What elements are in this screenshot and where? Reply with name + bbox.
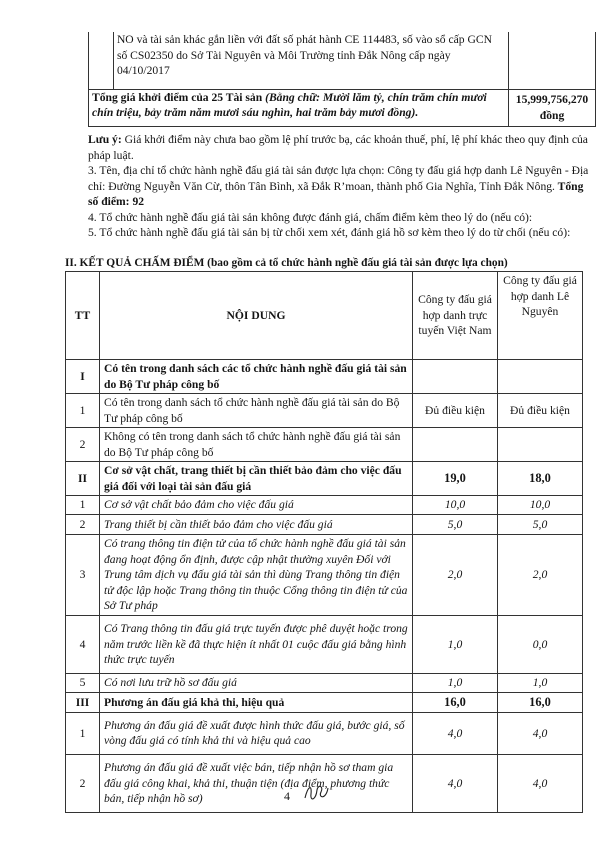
section-title: II. KẾT QUẢ CHẤM ĐIỂM (bao gồm cả tổ chức hành nghề đấu giá tài sản được lựa chọn) — [65, 257, 508, 269]
note-item-4: 4. Tổ chức hành nghề đấu giá tài sản không được đánh giá, chấm điểm kèm theo lý do (nếu có): — [88, 210, 533, 224]
header-tt: TT — [66, 272, 100, 360]
total-label: Tổng giá khởi điểm của 25 Tài sản — [92, 90, 263, 104]
table-row: 2 Trang thiết bị cần thiết bảo đảm cho việc đấu giá 5,0 5,0 — [66, 515, 583, 535]
note-item-5: 5. Tổ chức hành nghề đấu giá tài sản bị từ chối xem xét, đánh giá hồ sơ kèm theo lý do từ chối (nếu có): — [88, 226, 571, 240]
table-row — [89, 32, 596, 89]
table-row: 5 Có nơi lưu trữ hồ sơ đấu giá 1,0 1,0 — [66, 673, 583, 692]
initials-signature — [302, 780, 330, 804]
notes-section — [88, 132, 596, 241]
total-value: 15,999,756,270 đồng — [509, 89, 596, 126]
note-item-3: 3. Tên, địa chỉ tổ chức hành nghề đấu giá tài sản được lựa chọn: Công ty đấu giá hợp danh Lê Nguyên - Địa chỉ: Đường Nguyễn Văn Cừ, thôn Tân Bình, xã Đắk R’moan, thành phố Gia Nghĩa, Tỉnh Đắk Nông. Tổng số điểm: 92 — [88, 164, 589, 209]
table-row: 2 Phương án đấu giá đề xuất việc bán, tiếp nhận hồ sơ tham gia đấu giá công khai, khả thi, thuận tiện (địa điểm, phương thức bán, tiếp nhận hồ sơ) 4,0 4,0 — [66, 754, 583, 812]
table-row: 3 Có trang thông tin điện tử của tổ chức hành nghề đấu giá tài sản đang hoạt động ổn định, được cập nhật thường xuyên Đối với Trung tâm dịch vụ đấu giá tài sản thì dùng Trang thông tin điện tử độc lập hoặc Trang thông tin thuộc Cổng thông tin điện tử của Sở Tư pháp 2,0 2,0 — [66, 535, 583, 616]
table-row: 1 Phương án đấu giá đề xuất được hình thức đấu giá, bước giá, số vòng đấu giá có tính khả thi và hiệu quả cao 4,0 4,0 — [66, 712, 583, 754]
score-table — [65, 271, 583, 813]
header-content: NỘI DUNG — [100, 272, 413, 360]
page-number: 4 — [284, 789, 290, 803]
table-row: 1 Cơ sở vật chất bảo đảm cho việc đấu giá 10,0 10,0 — [66, 496, 583, 515]
total-row — [89, 89, 596, 126]
table-row: I Có tên trong danh sách các tổ chức hành nghề đấu giá tài sản do Bộ Tư pháp công bố — [66, 360, 583, 394]
header-company-b: Công ty đấu giá hợp danh Lê Nguyên — [498, 272, 583, 360]
header-company-a: Công ty đấu giá hợp danh trực tuyến Việt Nam — [413, 272, 498, 360]
table-row: 4 Có Trang thông tin đấu giá trực tuyến được phê duyệt hoặc trong năm trước liền kề đã thực hiện ít nhất 01 cuộc đấu giá bằng hình thức trực tuyến 1,0 0,0 — [66, 615, 583, 673]
total-words: (Bằng chữ: Mười lăm tỷ, chín trăm chín mươi chín triệu, bảy trăm năm mươi sáu nghìn, hai trăm bảy mươi đồng). — [92, 90, 487, 120]
table-row: 2 Không có tên trong danh sách tổ chức hành nghề đấu giá tài sản do Bộ Tư pháp công bố — [66, 428, 583, 462]
note-luu-y: Lưu ý: Giá khởi điểm này chưa bao gồm lệ phí trước bạ, các khoản thuế, phí, lệ phí khác theo quy định của pháp luật. — [88, 133, 588, 162]
table-header-row — [66, 272, 583, 360]
asset-price-table — [88, 32, 596, 127]
table-row: 1 Có tên trong danh sách tổ chức hành nghề đấu giá tài sản do Bộ Tư pháp công bố Đủ điều kiện Đủ điều kiện — [66, 394, 583, 428]
asset-description: NO và tài sản khác gắn liền với đất số phát hành CE 114483, số vào sổ cấp GCN số CS02350 do Sở Tài Nguyên và Môi Trường tỉnh Đắk Nông cấp ngày 04/10/2017 — [113, 32, 508, 89]
table-row: III Phương án đấu giá khả thi, hiệu quả 16,0 16,0 — [66, 692, 583, 712]
table-row: II Cơ sở vật chất, trang thiết bị cần thiết bảo đảm cho việc đấu giá đối với loại tài sản đấu giá 19,0 18,0 — [66, 462, 583, 496]
